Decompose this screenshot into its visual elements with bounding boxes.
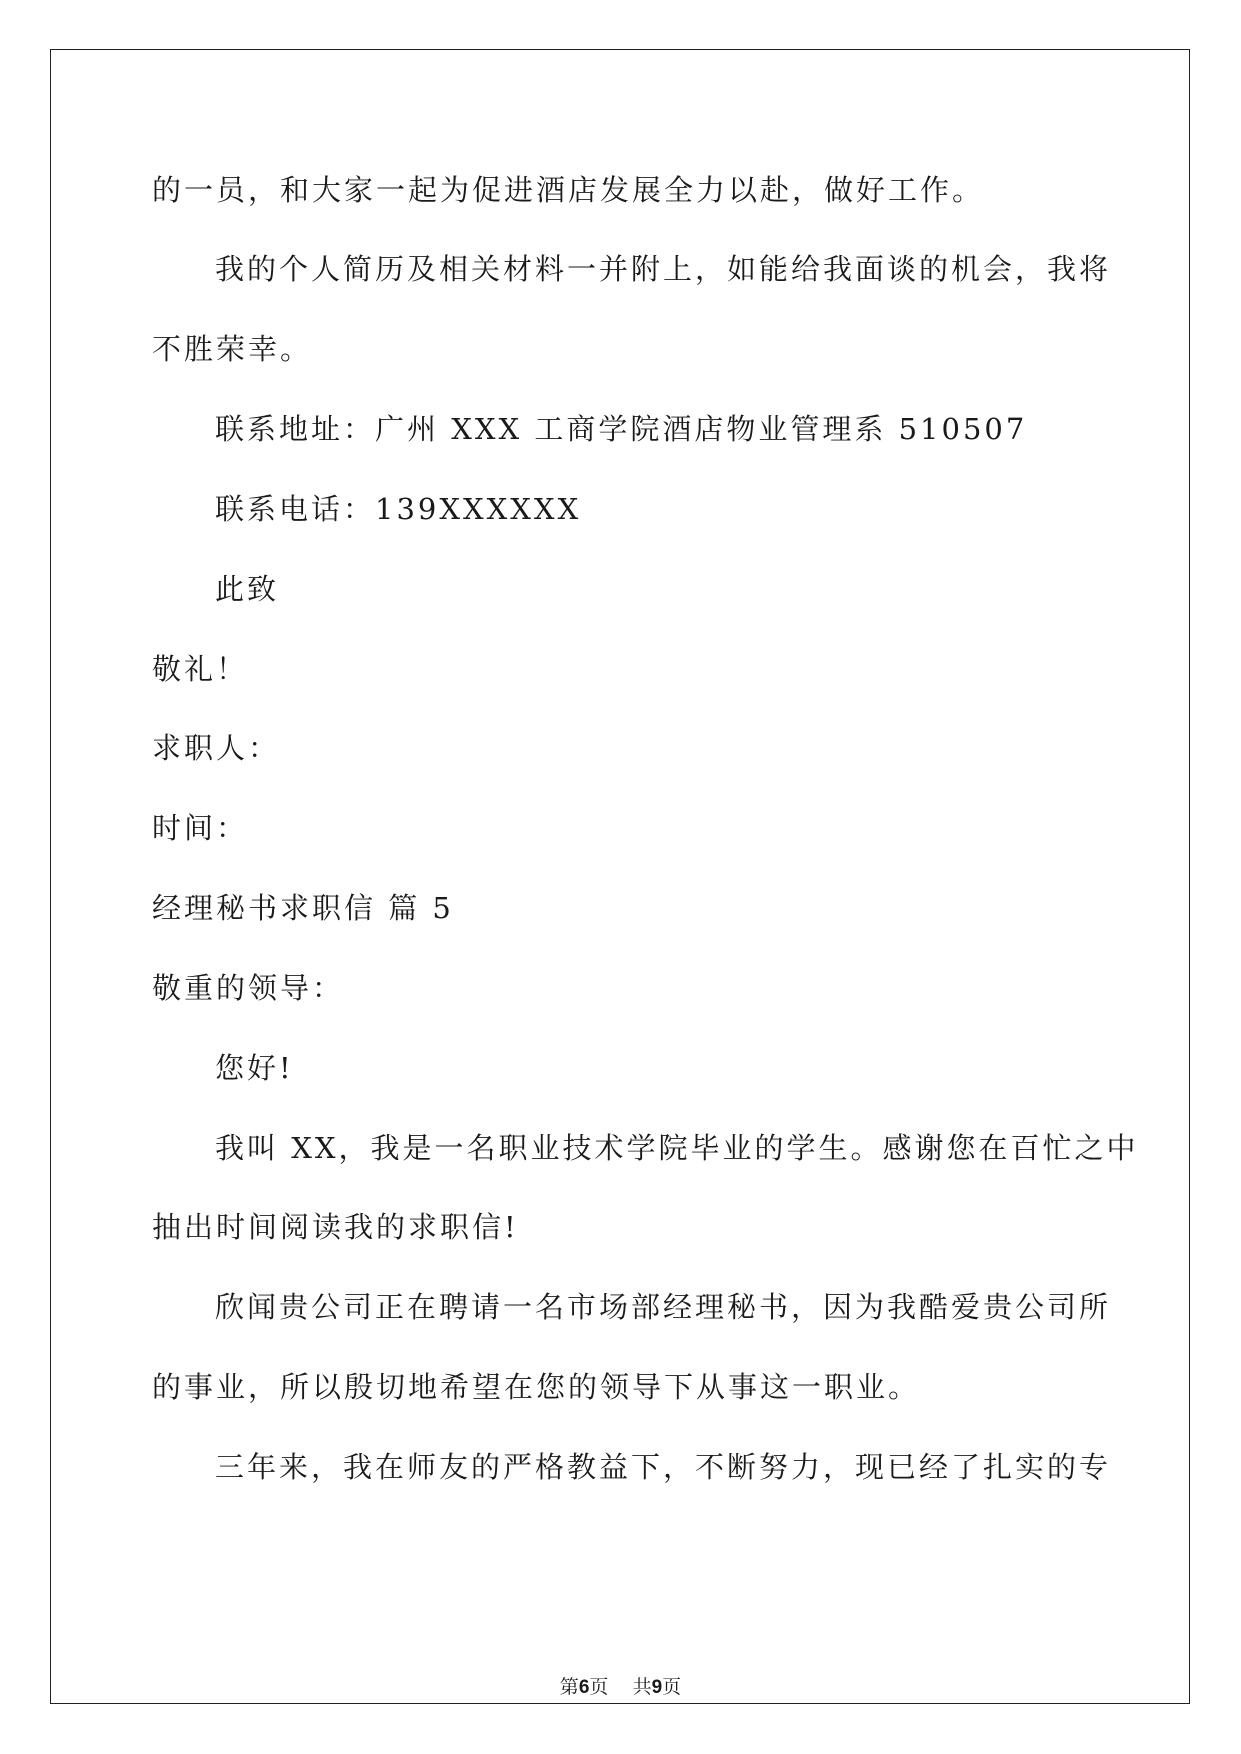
- text-line: 我的个人简历及相关材料一并附上，如能给我面谈的机会，我将: [215, 252, 1112, 286]
- total-prefix: 共: [632, 1676, 652, 1698]
- section-heading: 经理秘书求职信 篇 5: [152, 891, 454, 925]
- greeting-hello: 您好!: [215, 1051, 294, 1085]
- page-suffix: 页: [589, 1676, 609, 1698]
- text-line: 三年来，我在师友的严格教益下，不断努力，现已经了扎实的专: [215, 1450, 1112, 1484]
- applicant-label: 求职人：: [152, 731, 281, 765]
- contact-address: 联系地址：广州 XXX 工商学院酒店物业管理系 510507: [215, 412, 1028, 446]
- page-prefix: 第: [559, 1676, 579, 1698]
- contact-phone: 联系电话：139XXXXXX: [215, 492, 582, 526]
- closing-salutation: 此致: [215, 572, 280, 606]
- text-line: 欣闻贵公司正在聘请一名市场部经理秘书，因为我酷爱贵公司所: [215, 1290, 1112, 1324]
- text-line: 的事业，所以殷切地希望在您的领导下从事这一职业。: [152, 1370, 921, 1404]
- date-label: 时间：: [152, 811, 249, 845]
- page-current: 6: [578, 1677, 590, 1698]
- page-footer: [0, 1672, 1241, 1699]
- text-line: 我叫 XX，我是一名职业技术学院毕业的学生。感谢您在百忙之中: [215, 1131, 1139, 1165]
- closing-regards: 敬礼！: [152, 652, 249, 686]
- text-line: 的一员，和大家一起为促进酒店发展全力以赴，做好工作。: [152, 173, 985, 207]
- text-line: 不胜荣幸。: [152, 332, 313, 366]
- greeting: 敬重的领导：: [152, 971, 345, 1005]
- text-line: 抽出时间阅读我的求职信!: [152, 1210, 519, 1244]
- page-total: 9: [651, 1677, 663, 1698]
- total-suffix: 页: [662, 1676, 682, 1698]
